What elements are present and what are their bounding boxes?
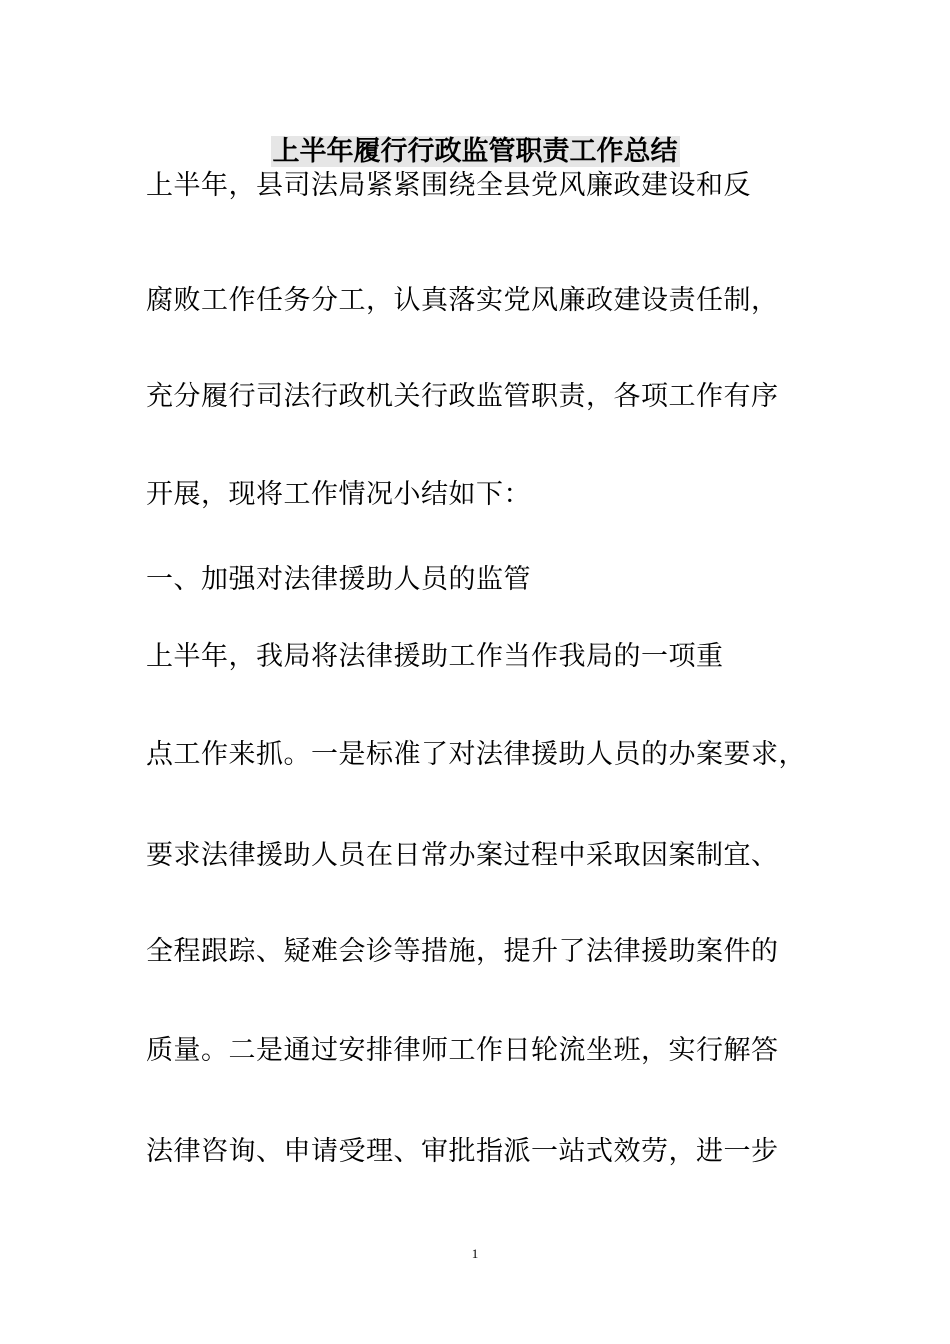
paragraph-line: 全程跟踪、疑难会诊等措施，提升了法律援助案件的 [146,936,779,967]
paragraph-line: 上半年，我局将法律援助工作当作我局的一项重 [146,641,724,672]
paragraph-line: 点工作来抓。一是标准了对法律援助人员的办案要求， [146,739,806,770]
paragraph-line: 法律咨询、申请受理、审批指派一站式效劳，进一步 [146,1136,779,1167]
paragraph-line: 充分履行司法行政机关行政监管职责，各项工作有序 [146,381,779,412]
paragraph-line: 开展，现将工作情况小结如下： [146,479,531,510]
paragraph-line: 腐败工作任务分工，认真落实党风廉政建设责任制， [146,285,779,316]
paragraph-line: 要求法律援助人员在日常办案过程中采取因案制宜、 [146,840,779,871]
paragraph-line: 质量。二是通过安排律师工作日轮流坐班，实行解答 [146,1035,779,1066]
document-title-text: 上半年履行行政监管职责工作总结 [272,136,678,167]
paragraph-line: 上半年，县司法局紧紧围绕全县党风廉政建设和反 [146,170,751,201]
section-heading: 一、加强对法律援助人员的监管 [146,564,531,595]
page-number: 1 [471,1246,479,1261]
